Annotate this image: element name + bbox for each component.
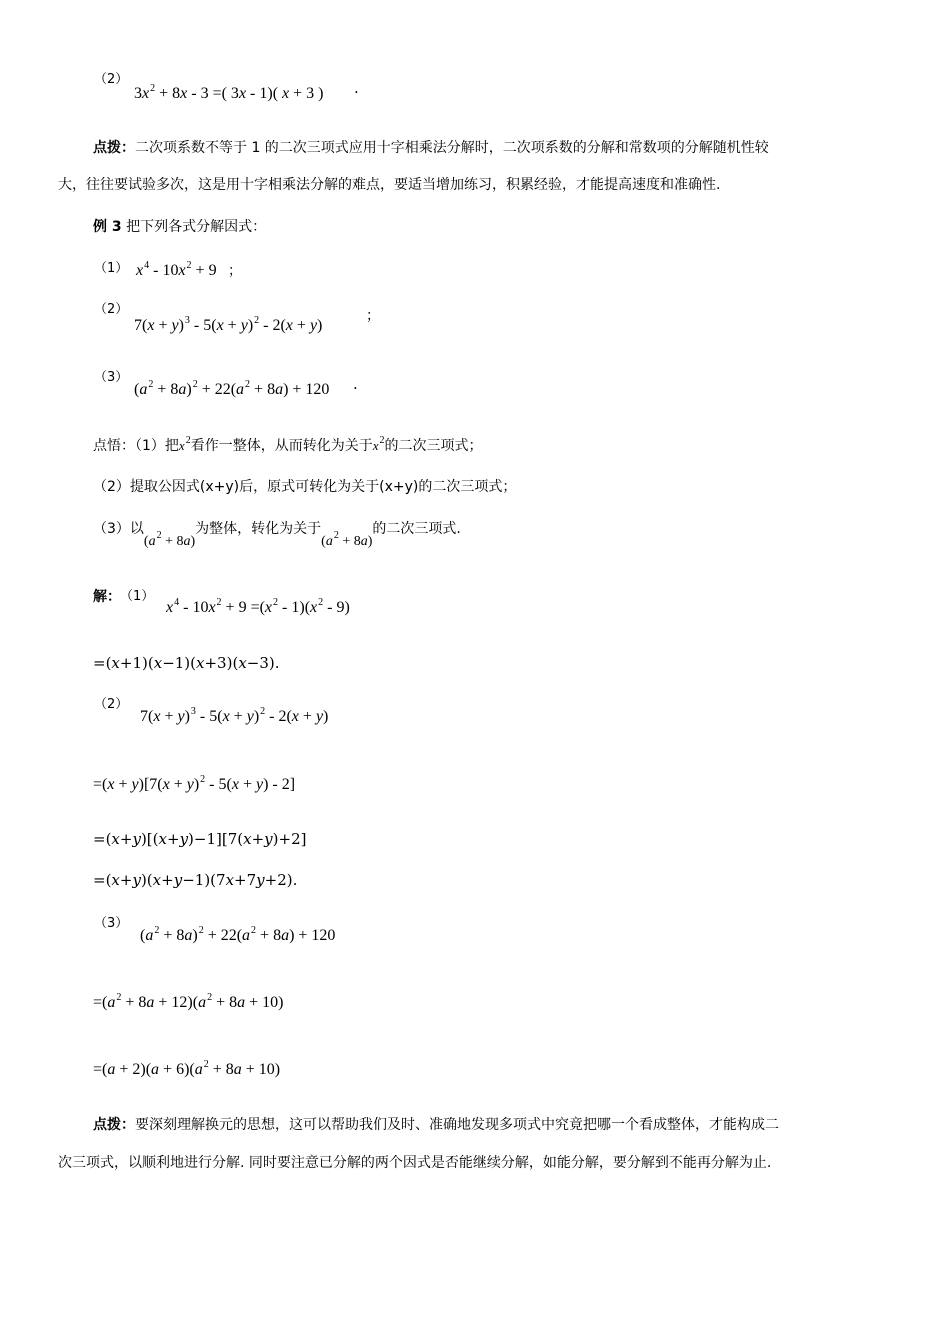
tip1-line2: 大，往往要试验多次，这是用十字相乘法分解的难点，要适当增加练习，积累经验，才能提高速度和准确性.: [58, 177, 721, 193]
ex3-q3-math: $(a^2 + 8a)^2 + 22(a^2 + 8a) + 120$: [134, 379, 330, 398]
hint-3-expr-b: $(a^2 + 8a)$: [321, 530, 373, 549]
ex3-q1-math: $x^4 - 10x^2 + 9$: [136, 260, 217, 279]
tip2-line1: [93, 1115, 779, 1135]
solution-3-line3: $=(a + 2)(a + 6)(a^2 + 8a + 10)$: [93, 1059, 281, 1078]
ex3-q3-label: （3）: [94, 370, 129, 385]
solution-2-math: $7(x + y)^3 - 5(x + y)^2 - 2(x + y)$: [140, 706, 329, 725]
ex3-heading: [93, 217, 266, 237]
hint-1-x2: $x^2$: [178, 435, 191, 453]
ex3-title: 把下列各式分解因式：: [126, 219, 267, 235]
tip2-text-1: 要深刻理解换元的思想，这可以帮助我们及时、准确地发现多项式中究竟把哪一个看成整体，才能构成二: [135, 1117, 779, 1133]
solution-3-math: $(a^2 + 8a)^2 + 22(a^2 + 8a) + 120$: [140, 925, 336, 944]
ex3-q2-math: $7(x + y)^3 - 5(x + y)^2 - 2(x + y)$: [134, 315, 323, 334]
ex2-part2-end: .: [354, 79, 359, 97]
ex2-part2-label: （2）: [94, 72, 129, 87]
solution-3-label: （3）: [94, 916, 129, 931]
tip1-text-1: 二次项系数不等于 1 的二次三项式应用十字相乘法分解时，二次项系数的分解和常数项的分解随机性较: [135, 140, 769, 156]
solution-1-label: （1）: [120, 589, 155, 604]
solution-label: 解：: [93, 589, 121, 605]
solution-1-line2: =(x+1)(x−1)(x+3)(x−3).: [93, 654, 280, 672]
hint-3-b: 为整体，转化为关于: [195, 521, 322, 537]
hint-3-expr: $(a^2 + 8a)$: [143, 530, 196, 549]
ex3-q1-end: ；: [228, 263, 242, 279]
hint-3-a: （3）以: [93, 521, 144, 537]
hint-1-b: 看作一整体，从而转化为关于: [190, 438, 373, 454]
solution-3-line2: $=(a^2 + 8a + 12)(a^2 + 8a + 10)$: [93, 992, 284, 1011]
hint-1: [93, 436, 482, 456]
ex3-q2-end: ；: [366, 308, 380, 324]
tip1-label: 点拨：: [93, 140, 135, 156]
hint-3-c: 的二次三项式.: [372, 521, 461, 537]
hint-1-x2-b: $x^2$: [372, 435, 385, 453]
tip1-line1: [93, 138, 769, 158]
tip2-label: 点拨：: [93, 1117, 135, 1133]
solution-2-line3: =(x+y)[(x+y)−1][7(x+y)+2]: [93, 830, 307, 848]
hint-1-a: 点悟：（1）把: [93, 438, 179, 454]
hint-3: [93, 519, 461, 549]
solution-2-line2: $=(x + y)[7(x + y)^2 - 5(x + y) - 2]$: [93, 774, 296, 793]
solution-1-math: $x^4 - 10x^2 + 9 =(x^2 - 1)(x^2 - 9)$: [166, 597, 350, 616]
hint-1-c: 的二次三项式；: [384, 438, 483, 454]
ex2-part2-math: $3x^2 + 8x - 3$ =( 3x - 1)( x + 3 ): [134, 83, 324, 102]
ex3-label: 例 3: [93, 219, 122, 235]
tip2-line2: 次三项式，以顺利地进行分解. 同时要注意已分解的两个因式是否能继续分解，如能分解，要分解到不能再分解为止.: [58, 1155, 772, 1171]
solution-2-line4: =(x+y)(x+y−1)(7x+7y+2).: [93, 871, 298, 889]
ex3-q3-end: .: [353, 375, 358, 393]
ex3-q2-label: （2）: [94, 302, 129, 317]
solution-2-label: （2）: [94, 697, 129, 712]
ex3-q1-label: （1）: [94, 261, 129, 276]
hint-2: （2）提取公因式(x+y)后，原式可转化为关于(x+y)的二次三项式；: [93, 479, 517, 495]
